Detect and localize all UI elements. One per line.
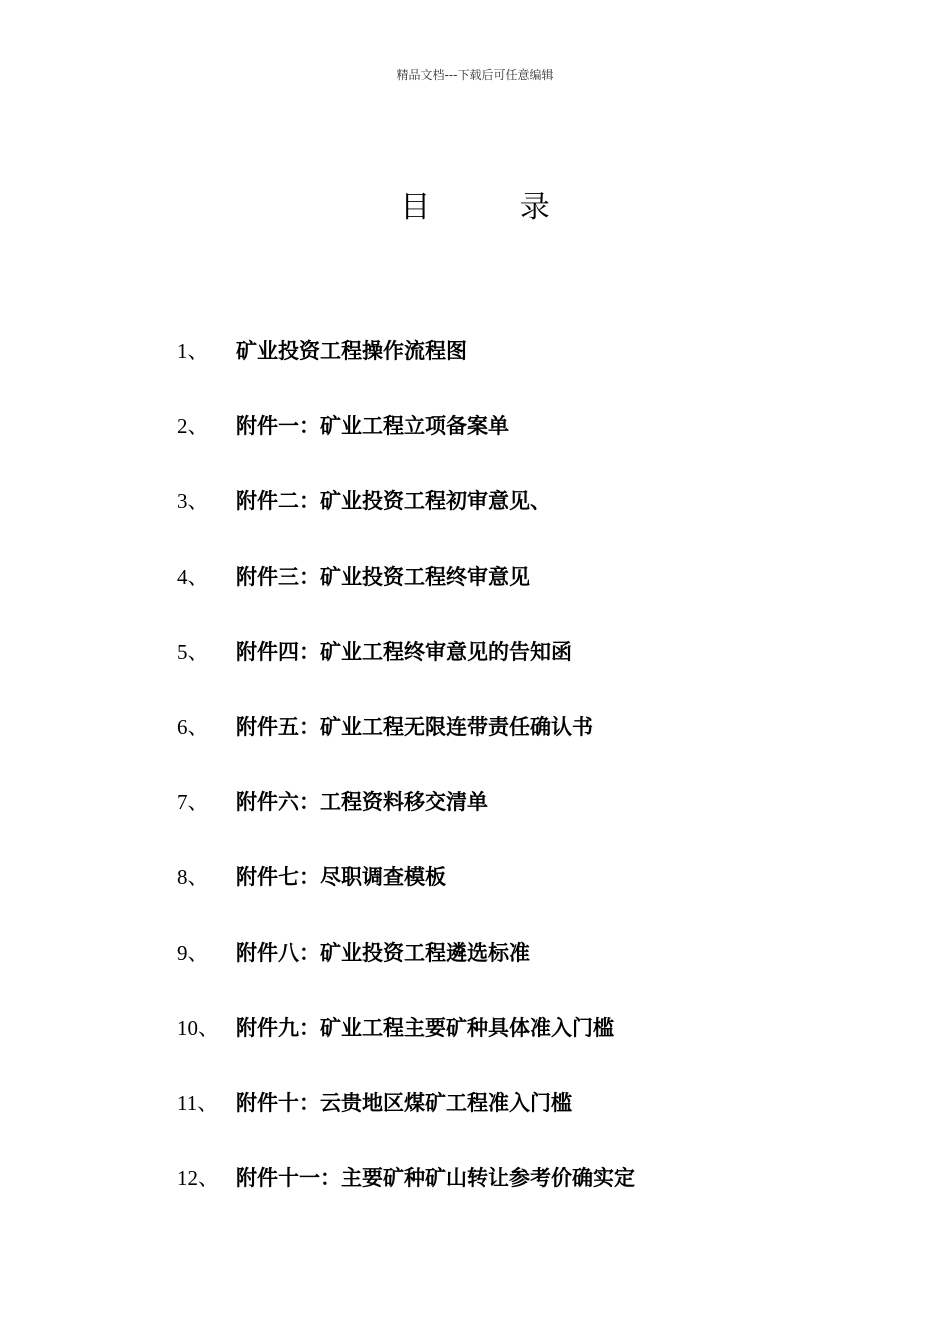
toc-item <box>177 712 877 787</box>
toc-item-title: 附件十一：主要矿种矿山转让参考价确实定 <box>236 1166 635 1191</box>
page-header: 精品文档---下载后可任意编辑 <box>396 68 554 82</box>
toc-item-title: 附件四：矿业工程终审意见的告知函 <box>236 639 572 664</box>
toc-item-title: 附件七：尽职调查模板 <box>236 865 446 890</box>
toc-item-title: 附件二：矿业投资工程初审意见、 <box>236 489 551 514</box>
toc-item-title: 附件八：矿业投资工程遴选标准 <box>236 940 530 965</box>
toc-item <box>177 562 877 637</box>
toc-item-title: 附件十：云贵地区煤矿工程准入门槛 <box>236 1090 572 1115</box>
toc-item-number: 3、 <box>177 489 209 514</box>
toc-item-number: 7、 <box>177 790 209 815</box>
page-title: 目 录 <box>400 190 590 225</box>
toc-item-number: 11、 <box>177 1090 219 1115</box>
toc-item <box>177 787 877 862</box>
toc-item-title: 附件六：工程资料移交清单 <box>236 790 488 815</box>
toc-item-title: 附件九：矿业工程主要矿种具体准入门槛 <box>236 1015 614 1040</box>
toc-item-number: 10、 <box>177 1015 219 1040</box>
toc-item-number: 4、 <box>177 564 209 589</box>
toc-item-title: 矿业投资工程操作流程图 <box>236 339 467 363</box>
toc-item-title: 附件五：矿业工程无限连带责任确认书 <box>236 714 593 739</box>
toc-item <box>177 336 877 411</box>
toc-item <box>177 1088 877 1163</box>
toc-item-title: 附件三：矿业投资工程终审意见 <box>236 564 530 589</box>
toc-item <box>177 862 877 937</box>
toc-item <box>177 637 877 712</box>
toc-item-number: 12、 <box>177 1166 219 1191</box>
toc-item <box>177 1163 877 1238</box>
toc-item-title: 附件一：矿业工程立项备案单 <box>236 414 509 439</box>
toc-item-number: 5、 <box>177 639 209 664</box>
toc-item-number: 9、 <box>177 940 209 965</box>
toc-item-number: 6、 <box>177 714 209 739</box>
toc-item <box>177 486 877 561</box>
table-of-contents <box>177 336 877 1238</box>
toc-item-number: 1、 <box>177 339 209 363</box>
toc-item <box>177 411 877 486</box>
toc-item-number: 8、 <box>177 865 209 890</box>
toc-item <box>177 938 877 1013</box>
toc-item <box>177 1013 877 1088</box>
toc-item-number: 2、 <box>177 414 209 439</box>
